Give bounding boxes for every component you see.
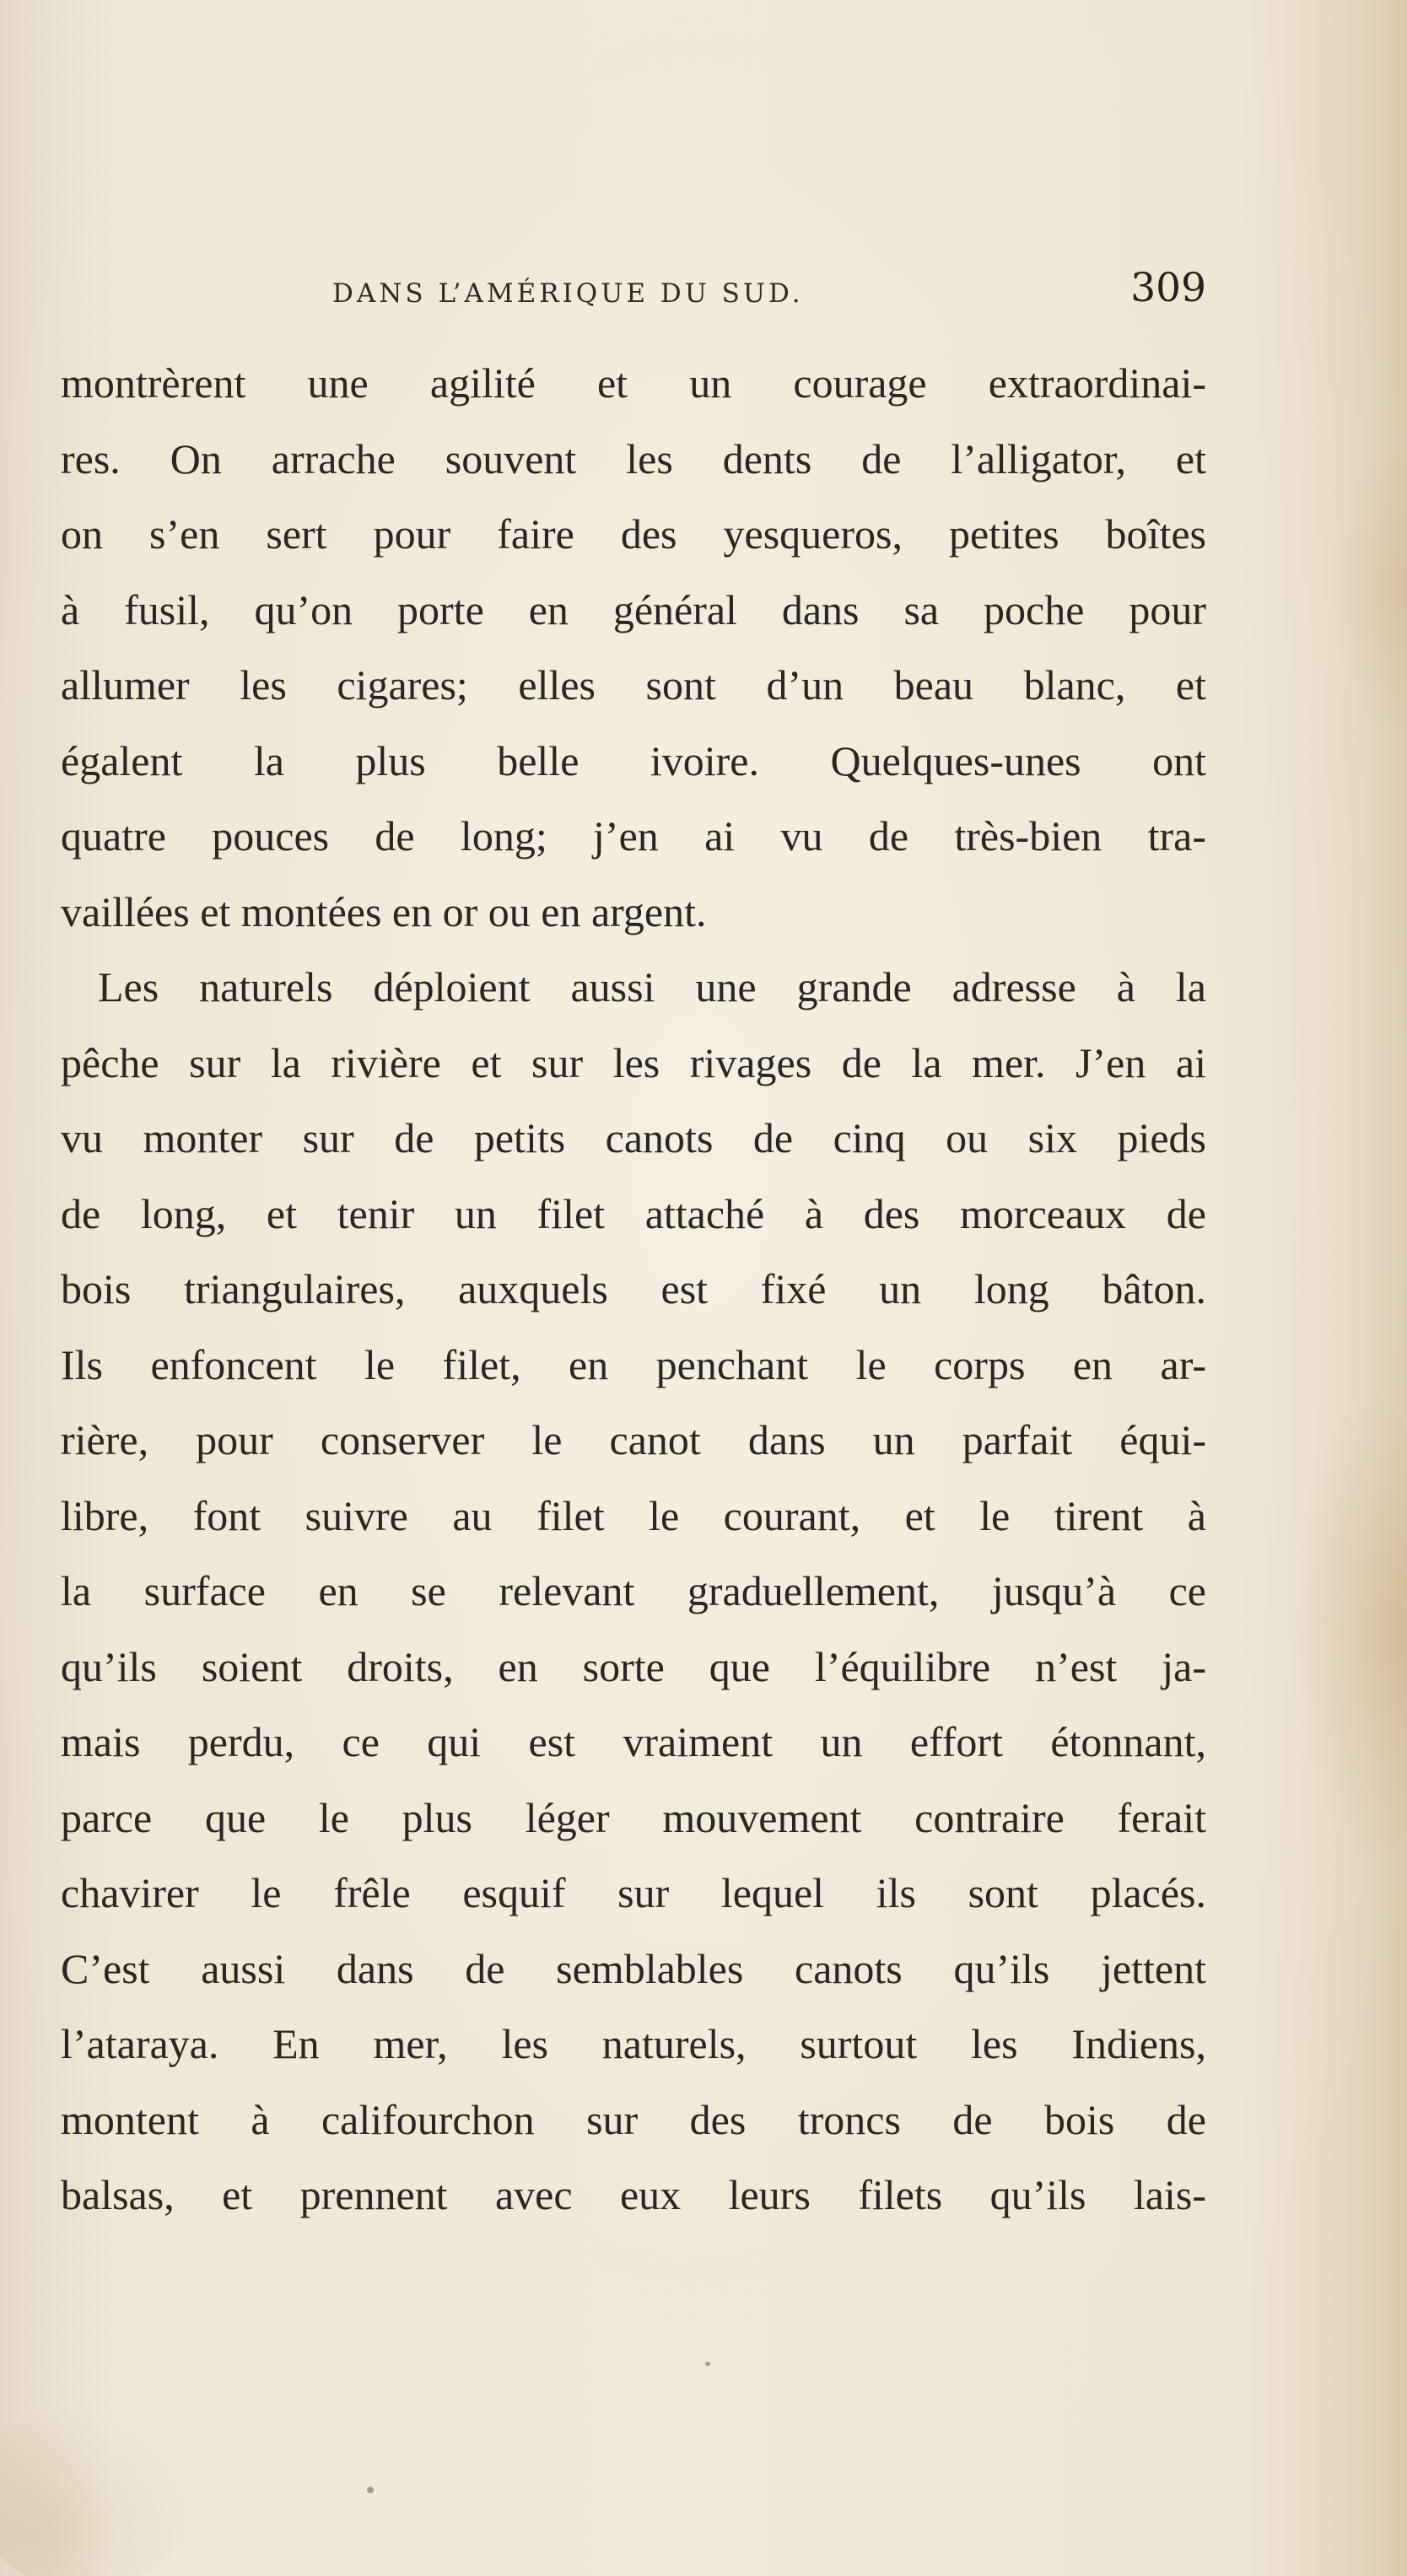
foxing-stain — [1331, 439, 1407, 742]
paper-speck — [367, 2487, 374, 2493]
text-line: bois triangulaires, auxquels est fixé un long bâton. — [61, 1265, 1206, 1312]
text-line: montent à califourchon sur des troncs de bois de — [61, 2095, 1206, 2143]
text-line: la surface en se relevant graduellement, jusqu’à ce — [61, 1567, 1206, 1614]
text-line: libre, font suivre au filet le courant, et le tirent à — [61, 1491, 1206, 1539]
running-head: DANS L’AMÉRIQUE DU SUD. — [332, 278, 804, 309]
text-line: pêche sur la rivière et sur les rivages de la mer. J’en ai — [61, 1038, 1206, 1086]
text-line: balsas, et prennent avec eux leurs filets qu’ils lais- — [61, 2171, 1206, 2218]
foxing-stain — [1297, 1392, 1407, 1864]
page-header — [61, 265, 1206, 319]
text-line: l’ataraya. En mer, les naturels, surtout les Indiens, — [61, 2020, 1206, 2067]
paper-speck — [705, 2362, 710, 2366]
text-line: chavirer le frêle esquif sur lequel ils sont placés. — [61, 1869, 1206, 1916]
text-line: égalent la plus belle ivoire. Quelques-unes ont — [61, 736, 1206, 784]
text-line: parce que le plus léger mouvement contraire ferait — [61, 1793, 1206, 1841]
text-line: mais perdu, ce qui est vraiment un effort étonnant, — [61, 1718, 1206, 1765]
text-line: Les naturels déploient aussi une grande adresse à la — [98, 963, 1206, 1010]
text-line: qu’ils soient droits, en sorte que l’équilibre n’est ja- — [61, 1642, 1206, 1690]
page-number: 309 — [1130, 265, 1206, 311]
text-line: rière, pour conserver le canot dans un parfait équi- — [61, 1416, 1206, 1463]
text-line: Ils enfoncent le filet, en penchant le corps en ar- — [61, 1340, 1206, 1388]
text-line: à fusil, qu’on porte en général dans sa poche pour — [61, 585, 1206, 633]
text-line: vu monter sur de petits canots de cinq ou six pieds — [61, 1114, 1206, 1161]
text-line: vaillées et montées en or ou en argent. — [61, 887, 707, 935]
text-line: C’est aussi dans de semblables canots qu’ils jettent — [61, 1944, 1206, 1992]
text-line: on s’en sert pour faire des yesqueros, petites boîtes — [61, 510, 1206, 558]
text-line: res. On arrache souvent les dents de l’alligator, et — [61, 434, 1206, 482]
body-text — [61, 346, 1206, 2234]
text-line: de long, et tenir un filet attaché à des morceaux de — [61, 1189, 1206, 1237]
text-line: quatre pouces de long; j’en ai vu de très-bien tra- — [61, 812, 1206, 860]
foxing-stain — [0, 2404, 194, 2576]
text-line: montrèrent une agilité et un courage extraordinai- — [61, 359, 1206, 407]
text-line: allumer les cigares; elles sont d’un beau blanc, et — [61, 661, 1206, 709]
